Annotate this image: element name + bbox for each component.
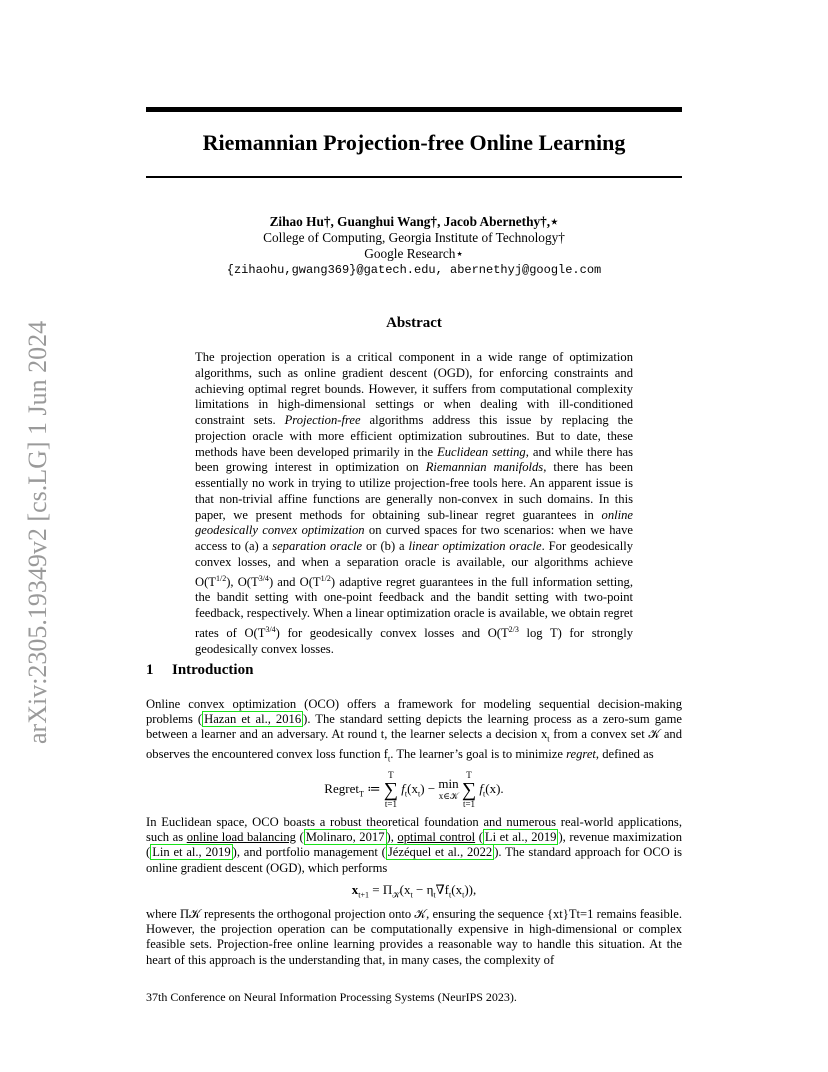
abstract-emphasis: online geodesically convex optimization [195,507,633,538]
sigma-glyph: ∑ [461,779,477,801]
eq-term: ∇f [435,882,450,897]
author-block [146,214,682,278]
intro-paragraph-3: where Π𝒦 represents the orthogonal projection onto 𝒦, ensuring the sequence {xt}Tt=1 remains feasible. However, the projection operation can be computationally expensive in high-dimensional or complex feasible sets. Projection-free online learning provides a reasonable way to handle this situation. At the heart of this approach is the understanding that, in many cases, the complexity of [146,907,682,967]
exponent: 1/2 [215,573,227,583]
citation-link[interactable]: Molinaro, 2017 [305,830,385,845]
sum-lower: t=1 [462,799,476,809]
abstract-text: log T) for strongly geodesically convex losses. [195,626,633,656]
citation-link[interactable]: Li et al., 2019 [484,830,557,845]
subscript-t: t [547,734,550,744]
arxiv-identifier [23,274,52,744]
paper-title: Riemannian Projection-free Online Learning [202,130,626,155]
eq-sub: t [410,890,413,900]
body-text: ( [475,830,483,845]
min-operator [438,778,458,802]
eq-term: f [401,780,405,796]
eq-term: = Π [368,882,393,897]
eq-sub: T [358,789,364,799]
eq-term: − η [412,882,434,897]
author-emails: {zihaohu,gwang369}@gatech.edu, abernethyj@google.com [226,263,602,277]
eq-term: ) − [420,780,439,796]
eq-sub: t [449,890,452,900]
min-sub: x∈𝒦 [438,791,459,801]
body-text: ). The standard approach for OCO is online gradient descent (OGD), which performs [146,845,682,875]
abstract-text: on curved spaces for two scenarios: when we have access to (a) a [195,523,634,553]
subscript-t: t [418,789,421,799]
regret-equation [146,770,682,810]
subscript-t: t [404,789,408,799]
affiliation-1: College of Computing, Georgia Institute of Technology† [263,230,565,245]
subscript-t: t [483,789,486,799]
abstract-text: ) adaptive regret guarantees in the full information setting, the bandit setting with one-point feedback and the bandit setting with two-point feedback, respectively. When a linear optimization oracle is available, we obtain regret rates of O(T [195,574,633,641]
ogd-equation [146,882,682,901]
exponent: 3/4 [258,573,269,583]
text-link[interactable]: online load balancing [186,830,296,845]
abstract-text: The projection operation is a critical component in a wide range of optimization algorithms, such as online gradient descent (OGD), for enforcing constraints and achieving optimal regret bounds. However, it suffers from computational complexity limitations in high-dimensional settings or when dealing with ill-conditioned constraint sets. [195,350,633,427]
abstract-text: . For geodesically convex losses, and when a separation oracle is available, our algorithms achieve O(T [195,539,634,589]
abstract-text: , there has been essentially no work in trying to utilize projection-free tools here. An apparent issue is that non-trivial affine functions are generally non-convex in such domains. In this paper, we present methods for obtaining sub-linear regret guarantees in [195,460,633,522]
eq-term: x [351,882,359,897]
text-link[interactable]: optimal control [397,830,476,845]
eq-sub: t [433,890,436,900]
exponent: 3/4 [265,624,276,634]
sum-upper: T [388,770,394,780]
abstract-text: algorithms address this issue by replacing the projection oracle with more efficient optimization subroutines. But to date, these methods have been developed primarily in the [195,413,633,459]
section-number: 1 [146,662,154,678]
abstract-text: or (b) a [362,539,409,553]
eq-term: (x). [485,780,504,796]
sum-upper: T [466,770,472,780]
sigma-glyph: ∑ [383,779,399,801]
citation-link[interactable]: Hazan et al., 2016 [204,712,302,727]
sum-lower: t=1 [384,799,397,809]
section-title: Introduction [172,662,254,678]
abstract-emphasis: linear optimization oracle [408,539,542,553]
abstract-text: ) for geodesically convex losses and O(T [275,626,509,641]
intro-paragraph-1 [146,697,682,767]
eq-term: (x [399,882,411,897]
sum-operator [384,770,398,810]
abstract-heading: Abstract [386,315,442,331]
title-rule [146,176,682,178]
body-text: Online convex optimization (OCO) offers a framework for modeling sequential decision-making problems ( [146,697,682,727]
min-label: min [438,776,459,791]
sum-operator [462,770,476,810]
body-text: ( [295,830,304,845]
body-text: ), [386,830,398,845]
body-text: . The learner’s goal is to minimize [390,747,567,762]
exponent: 1/2 [320,573,331,583]
intro-paragraph-2 [146,815,682,876]
eq-text: ≔ [363,780,384,796]
conference-footer: 37th Conference on Neural Information Processing Systems (NeurIPS 2023). [146,990,517,1004]
top-rule [146,107,682,112]
section-heading [146,662,253,679]
body-text: ), and portfolio management ( [232,845,386,860]
eq-text: Regret [324,780,359,796]
arxiv-stamp-text: arXiv:2305.19349v2 [cs.LG] 1 Jun 2024 [23,320,52,744]
emphasis: regret [566,747,596,762]
abstract-body [195,350,633,658]
eq-sub: t+1 [358,890,369,900]
body-text: , defined as [595,747,654,762]
abstract-emphasis: separation oracle [272,539,363,553]
abstract-text: ), O(T [226,574,259,589]
eq-sub: 𝒦 [392,890,400,900]
body-text: ). The standard setting depicts the learning process as a zero-sum game between a learner and an adversary. At round t, the learner selects a decision x [146,712,682,742]
author-names: Zihao Hu†, Guanghui Wang†, Jacob Abernethy†,⋆ [269,214,559,229]
abstract-emphasis: Projection-free [284,413,361,427]
eq-term: (x [451,882,463,897]
eq-term: )), [464,882,477,897]
exponent: 2/3 [508,624,519,634]
citation-link[interactable]: Jézéquel et al., 2022 [387,845,493,860]
abstract-text: , and while there has been growing interest in optimization on [195,444,634,475]
body-text: In Euclidean space, OCO boasts a robust theoretical foundation and numerous real-world applications, such as [146,815,682,845]
body-text: from a convex set 𝒦 and observes the encountered convex loss function f [146,727,682,762]
affiliation-2: Google Research⋆ [364,246,464,261]
body-text: ), revenue maximization ( [146,830,683,860]
citation-link[interactable]: Lin et al., 2019 [152,845,231,860]
abstract-text: ) and O(T [268,574,321,589]
abstract-emphasis: Euclidean setting [437,444,526,459]
eq-term: f [479,780,484,796]
eq-term: (x [407,780,418,796]
abstract-emphasis: Riemannian manifolds [425,460,544,475]
subscript-t: t [388,754,391,764]
eq-sub: t [462,890,465,900]
